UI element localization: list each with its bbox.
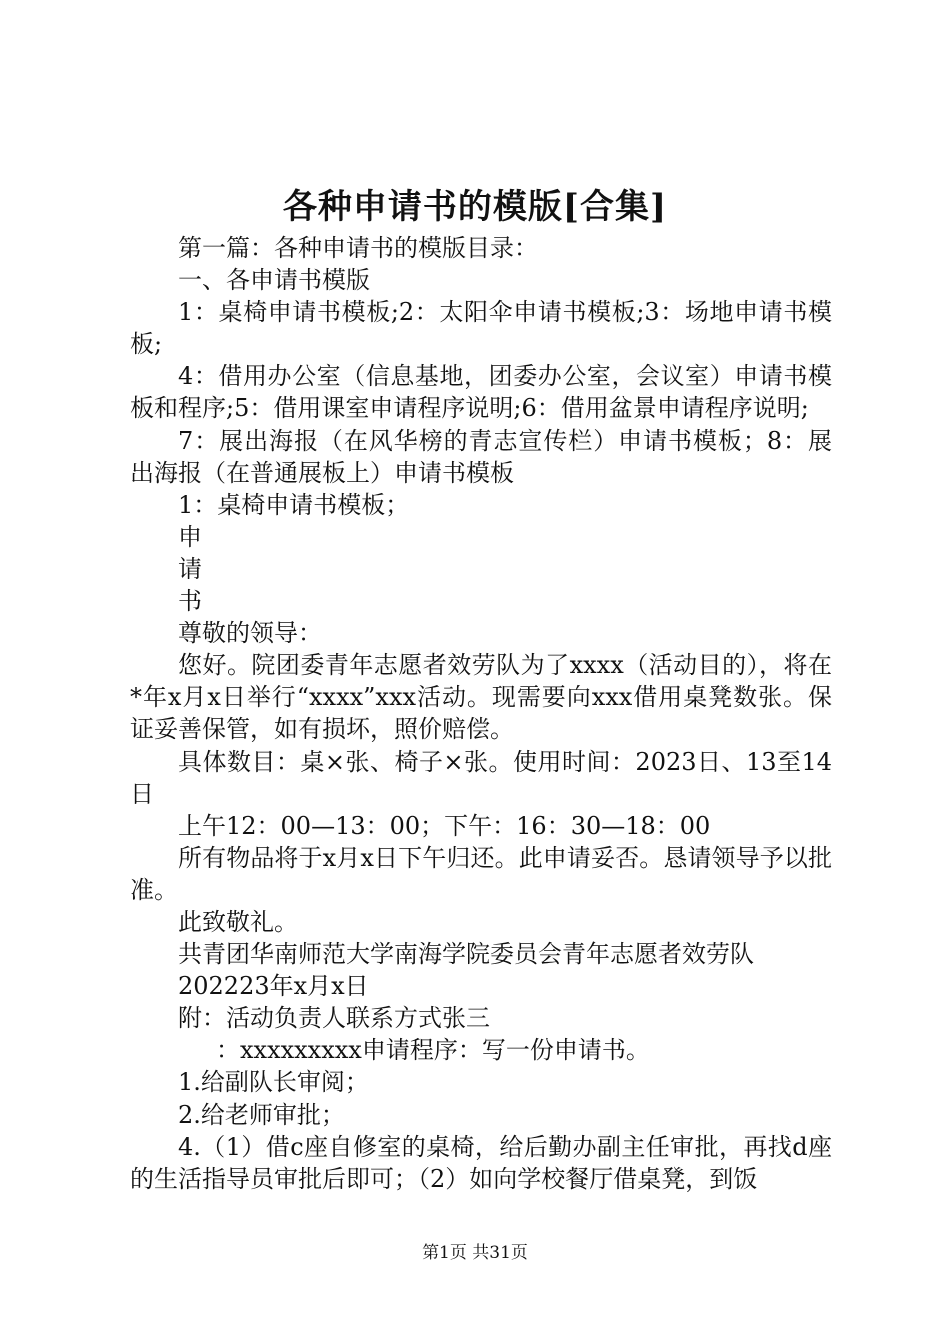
paragraph: 第一篇：各种申请书的模版目录： [178, 234, 538, 262]
paragraph: 1：桌椅申请书模板;2：太阳伞申请书模板;3：场地申请书模板; [130, 298, 832, 359]
paragraph: 一、各申请书模版 [178, 266, 370, 295]
document-body [130, 232, 832, 1195]
paragraph: 4.（1）借c座自修室的桌椅，给后勤办副主任审批，再找d座的生活指导员审批后即可；（2）如向学校餐厅借桌凳，到饭 [130, 1132, 832, 1193]
paragraph: 上午12：00—13：00；下午：16：30—18：00 [178, 811, 711, 840]
paragraph: 1.给副队长审阅； [178, 1068, 369, 1097]
paragraph: 1：桌椅申请书模板； [178, 490, 410, 519]
page-number: 第1页 共31页 [422, 1243, 528, 1263]
paragraph: 申 [178, 522, 202, 551]
document-title: 各种申请书的模版[合集] [282, 187, 668, 227]
paragraph: 202223年x月x日 [178, 972, 369, 1001]
paragraph: 书 [178, 587, 202, 616]
paragraph: 7：展出海报（在风华榜的青志宣传栏）申请书模板；8：展出海报（在普通展板上）申请书模板 [130, 426, 832, 487]
paragraph: 此致敬礼。 [178, 907, 298, 936]
paragraph: 4：借用办公室（信息基地，团委办公室，会议室）申请书模板和程序;5：借用课室申请程序说明;6：借用盆景申请程序说明; [130, 362, 832, 423]
paragraph: 所有物品将于x月x日下午归还。此申请妥否。恳请领导予以批准。 [130, 843, 832, 904]
paragraph: 2.给老师审批； [178, 1100, 345, 1129]
paragraph: 尊敬的领导： [178, 619, 322, 648]
paragraph: ：xxxxxxxxx申请程序：写一份申请书。 [216, 1036, 650, 1065]
paragraph: 共青团华南师范大学南海学院委员会青年志愿者效劳队 [178, 940, 754, 969]
paragraph: 附：活动负责人联系方式张三 [178, 1004, 490, 1033]
paragraph: 具体数目：桌×张、椅子×张。使用时间：2023日、13至14日 [130, 747, 832, 808]
paragraph: 您好。院团委青年志愿者效劳队为了xxxx（活动目的），将在*年x月x日举行“xxxx”xxx活动。现需要向xxx借用桌凳数张。保证妥善保管，如有损坏，照价赔偿。 [130, 651, 832, 744]
paragraph: 请 [178, 554, 202, 583]
